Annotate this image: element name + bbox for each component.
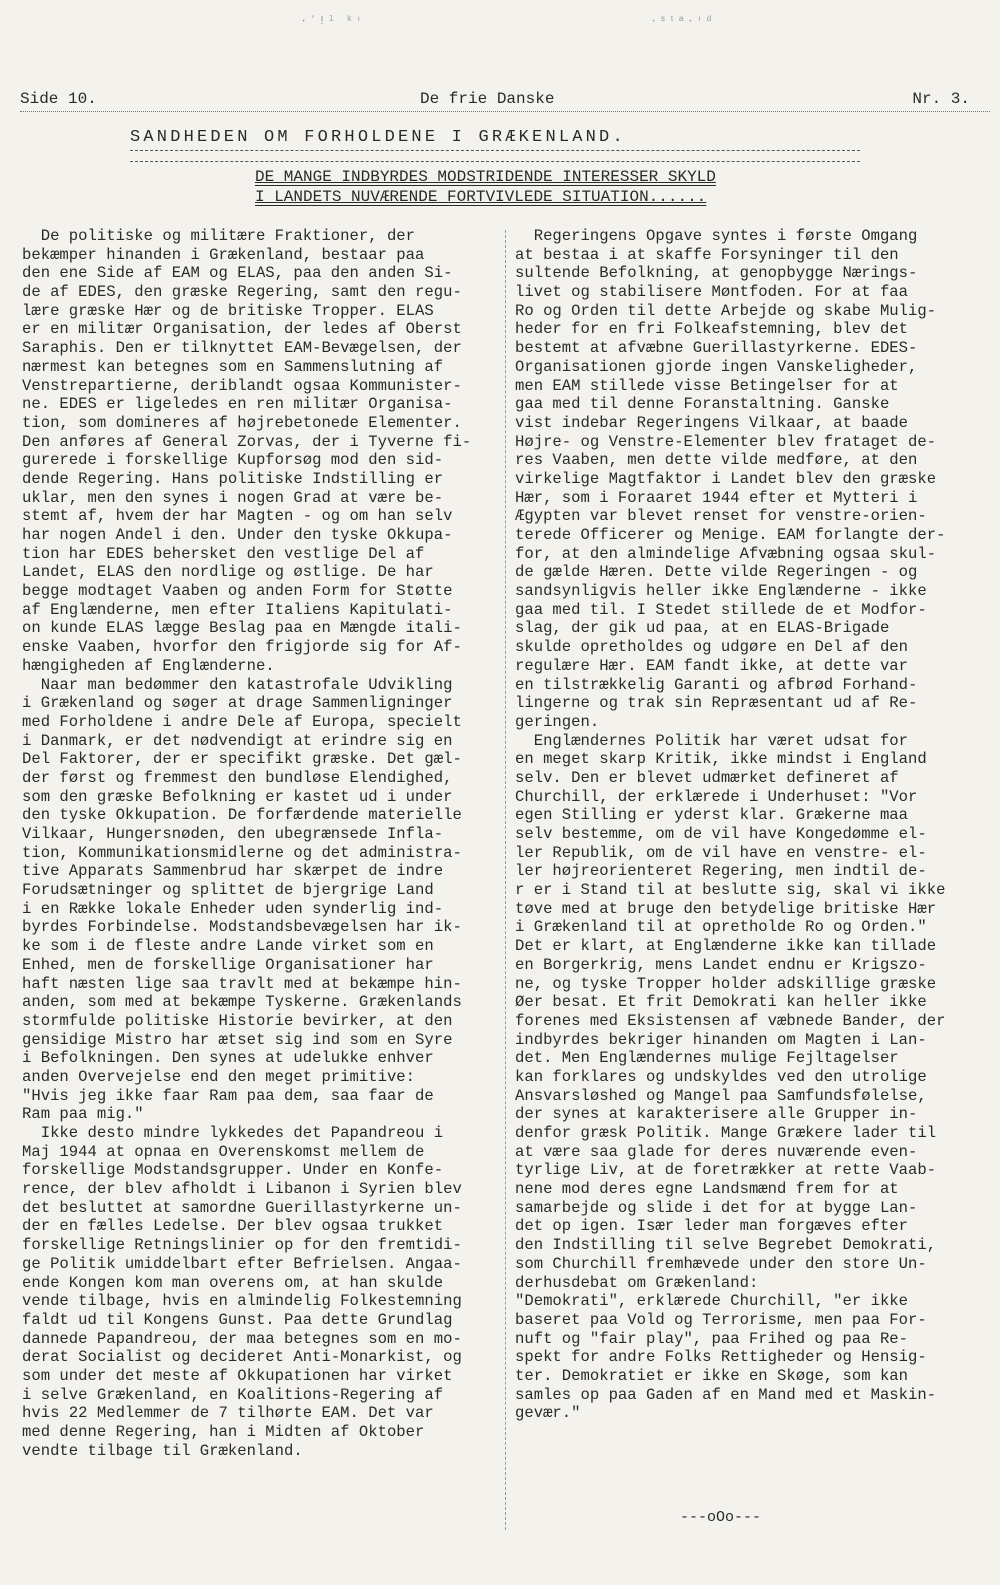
text-line: tyrlige Liv, at de foretrækker at rette Vaab- bbox=[515, 1161, 937, 1180]
text-line: ter. Demokratiet er ikke en Skøge, som kan bbox=[515, 1366, 909, 1385]
text-line: en meget skarp Kritik, ikke mindst i England bbox=[515, 750, 927, 769]
left-column bbox=[22, 227, 497, 1460]
text-line: nene mod deres egne Landsmænd frem for at bbox=[515, 1180, 899, 1199]
text-line: De politiske og militære Fraktioner, der bbox=[22, 227, 416, 245]
text-line: Vilkaar, Hungersnøden, den ubegrænsede Infla- bbox=[22, 825, 444, 843]
text-line: haft næsten lige saa travlt med at bekæmpe hin- bbox=[22, 974, 462, 993]
text-line: tion har EDES behersket den vestlige Del af bbox=[22, 544, 425, 563]
text-line: Landet, ELAS den nordlige og østlige. De har bbox=[22, 563, 434, 582]
text-line: for, at den almindelige Afvæbning ogsaa skul- bbox=[515, 544, 937, 563]
text-line: slag, der gik ud paa, at en ELAS-Brigade bbox=[515, 619, 890, 638]
text-line: som under det meste af Okkupationen har virket bbox=[22, 1366, 453, 1385]
text-line: forenes med Eksistensen af væbnede Bander, der bbox=[515, 1011, 946, 1030]
text-line: Ansvarsløshed og Mangel paa Samfundsfølelse, bbox=[515, 1086, 927, 1105]
text-line: regulære Hær. EAM fandt ikke, at dette var bbox=[515, 656, 909, 675]
text-line: faldt ud til Kongens Gunst. Paa dette Grundlag bbox=[22, 1310, 453, 1329]
text-line: ende Kongen kom man overens om, at han skulde bbox=[22, 1273, 444, 1292]
text-line: stemt af, hvem der har Magten - og om han selv bbox=[22, 507, 453, 526]
text-line: on kunde ELAS lægge Beslag paa en Mængde itali- bbox=[22, 619, 462, 638]
text-line: Ikke desto mindre lykkedes det Papandreou i bbox=[22, 1124, 444, 1142]
text-line: som den græske Befolkning er kastet ud i under bbox=[22, 787, 453, 806]
text-line: rence, der blev afholdt i Libanon i Syrien blev bbox=[22, 1180, 462, 1199]
text-line: der synes at karakterisere alle Grupper in- bbox=[515, 1105, 918, 1124]
text-line: som Churchill fremhævede under den store Un- bbox=[515, 1254, 927, 1273]
text-line: den tyske Okkupation. De forfærdende materielle bbox=[22, 806, 462, 825]
column-divider bbox=[505, 230, 506, 1530]
text-line: at være saa glade for deres nuværende even- bbox=[515, 1142, 918, 1161]
publication-title: De frie Danske bbox=[420, 90, 555, 108]
text-line: tøve med at bruge den betydelige britiske Hær bbox=[515, 899, 937, 918]
text-line: bestemt at afvæbne Guerillastyrkerne. EDES- bbox=[515, 339, 918, 358]
text-line: Øer besat. Et frit Demokrati kan heller ikke bbox=[515, 993, 927, 1012]
text-line: Venstrepartierne, deriblandt ogsaa Kommunister- bbox=[22, 376, 462, 395]
text-line: ne. EDES er ligeledes en ren militær Organisa- bbox=[22, 395, 453, 414]
text-line: Forudsætninger og splittet de bjergrige Land bbox=[22, 881, 434, 900]
text-line: heder for en fri Folkeafstemning, blev det bbox=[515, 320, 909, 339]
text-line: nærmest kan betegnes som en Sammenslutning af bbox=[22, 357, 444, 376]
text-line: r er i Stand til at beslutte sig, skal vi ikke bbox=[515, 881, 946, 900]
text-line: ke som i de fleste andre Lande virket som en bbox=[22, 937, 434, 956]
text-line: tion, Kommunikationsmidlerne og det administra- bbox=[22, 843, 462, 862]
text-line: ler højreorienteret Regering, men indtil de- bbox=[515, 862, 927, 881]
text-line: enske Vaaben, hvorfor den frigjorde sig for Af- bbox=[22, 638, 462, 657]
text-line: hvis 22 Medlemmer de 7 tilhørte EAM. Det var bbox=[22, 1404, 434, 1423]
text-line: Churchill, der erklærede i Underhuset: "Vor bbox=[515, 787, 918, 806]
text-line: nuft og "fair play", paa Frihed og paa Re- bbox=[515, 1329, 909, 1348]
text-line: i Grækenland til at opretholde Ro og Orden." bbox=[515, 918, 927, 937]
text-line: tive Apparats Sammenbrud har skærpet de indre bbox=[22, 862, 444, 881]
text-line: i selve Grækenland, en Koalitions-Regering af bbox=[22, 1385, 444, 1404]
text-line: anden, som med at bekæmpe Tyskerne. Grækenlands bbox=[22, 993, 462, 1012]
header-rule bbox=[20, 111, 990, 112]
text-line: derhusdebat om Grækenland: bbox=[515, 1273, 759, 1292]
text-line: det op igen. Især leder man forgæves efter bbox=[515, 1217, 909, 1236]
text-line: vendte tilbage til Grækenland. bbox=[22, 1441, 303, 1460]
text-line: det. Men Englændernes mulige Fejltagelser bbox=[515, 1049, 899, 1068]
text-line: egen Stilling er yderst klar. Grækerne maa bbox=[515, 806, 909, 825]
text-line: dannede Papandreou, der maa betegnes som en mo- bbox=[22, 1329, 462, 1348]
text-line: men EAM stillede visse Betingelser for at bbox=[515, 376, 899, 395]
headline-underline bbox=[130, 150, 860, 162]
text-line: Englændernes Politik har været udsat for bbox=[515, 731, 909, 750]
text-line: Regeringens Opgave syntes i første Omgang bbox=[515, 227, 918, 245]
text-line: samles op paa Gaden af en Mand med et Maskin- bbox=[515, 1385, 937, 1404]
text-line: lære græske Hær og de britiske Tropper. ELAS bbox=[22, 301, 434, 320]
text-line: ge Politik umiddelbart efter Befrielsen. Angaa- bbox=[22, 1254, 462, 1273]
faint-stamp-mark: ·ʼ!ˡ ᵏᶦ bbox=[300, 14, 365, 28]
text-line: Ram paa mig." bbox=[22, 1105, 144, 1124]
text-line: Del Faktorer, der er specifikt græske. Det gæl- bbox=[22, 750, 462, 769]
text-line: bekæmper hinanden i Grækenland, bestaar paa bbox=[22, 245, 425, 264]
text-line: denfor græsk Politik. Mange Grækere lader til bbox=[515, 1124, 937, 1142]
text-line: virkelige Magtfaktor i Landet blev den græske bbox=[515, 469, 937, 488]
text-line: Ro og Orden til dette Arbejde og skabe Mulig- bbox=[515, 301, 937, 320]
text-line: skulde opretholdes og udgøre en Del af den bbox=[515, 638, 909, 657]
text-line: gaa med til. I Stedet stillede de et Modfor- bbox=[515, 600, 927, 619]
text-line: der først og fremmest den bundløse Elendighed, bbox=[22, 768, 453, 787]
text-line: den ene Side af EAM og ELAS, paa den anden Si- bbox=[22, 264, 453, 283]
article-headline: SANDHEDEN OM FORHOLDENE I GRÆKENLAND. bbox=[130, 128, 626, 147]
text-line: selv bestemme, om de vil have Kongedømme el- bbox=[515, 825, 927, 843]
text-line: tion, som domineres af højrebetonede Elementer. bbox=[22, 413, 462, 432]
text-line: derat Socialist og decideret Anti-Monarkist, og bbox=[22, 1348, 462, 1367]
text-line: stormfulde politiske Historie bevirker, at den bbox=[22, 1011, 453, 1030]
text-line: det besluttet at samordne Guerillastyrkerne un- bbox=[22, 1198, 462, 1217]
text-line: samarbejde og slide i det for at bygge Lan- bbox=[515, 1198, 918, 1217]
text-line: forskellige Retningslinier op for den fremtidi- bbox=[22, 1236, 462, 1255]
text-line: indbyrdes bekriger hinanden om Magten i Lan- bbox=[515, 1030, 927, 1049]
text-line: vist indebar Regeringens Vilkaar, at baade bbox=[515, 413, 909, 432]
text-line: livet og stabilisere Møntfoden. For at faa bbox=[515, 283, 909, 302]
page-header bbox=[20, 90, 980, 112]
text-line: uklar, men den synes i nogen Grad at være be- bbox=[22, 488, 444, 507]
text-line: hængigheden af Englænderne. bbox=[22, 656, 275, 675]
text-line: Organisationen gjorde ingen Vanskeligheder, bbox=[515, 357, 918, 376]
text-line: res Vaaben, men dette vilde medføre, at den bbox=[515, 451, 918, 470]
text-line: ler Republik, om de vil have en venstre- el- bbox=[515, 843, 927, 862]
text-line: har nogen Andel i den. Under den tyske Okkupa- bbox=[22, 526, 453, 544]
text-line: den Indstilling til selve Begrebet Demokrati, bbox=[515, 1236, 937, 1255]
text-line: vende tilbage, hvis en almindelig Folkestemning bbox=[22, 1292, 462, 1311]
text-line: Saraphis. Den er tilknyttet EAM-Bevægelsen, der bbox=[22, 339, 462, 358]
text-line: gensidige Mistro har ætset sig ind som en Syre bbox=[22, 1030, 453, 1049]
text-line: dende Regering. Hans politiske Indstilling er bbox=[22, 469, 444, 488]
text-line: gaa med til denne Foranstaltning. Ganske bbox=[515, 395, 890, 414]
text-line: af Englænderne, men efter Italiens Kapitulati- bbox=[22, 600, 453, 619]
text-line: gurerede i forskellige Kupforsøg mod den sid- bbox=[22, 451, 444, 470]
page-number: Side 10. bbox=[20, 90, 97, 108]
text-line: med denne Regering, han i Midten af Oktober bbox=[22, 1423, 425, 1441]
issue-number: Nr. 3. bbox=[912, 90, 970, 108]
text-line: med Forholdene i andre Dele af Europa, specielt bbox=[22, 712, 462, 731]
text-line: Enhed, men de forskellige Organisationer har bbox=[22, 955, 434, 974]
text-line: Ægypten var blevet renset for venstre-orien- bbox=[515, 507, 927, 526]
text-line: Maj 1944 at opnaa en Overenskomst mellem de bbox=[22, 1142, 425, 1161]
text-line: "Demokrati", erklærede Churchill, "er ikke bbox=[515, 1292, 909, 1311]
end-mark: ---oOo--- bbox=[680, 1509, 762, 1526]
text-line: terede Officerer og Menige. EAM forlangte der- bbox=[515, 526, 946, 544]
text-line: de gælde Hæren. Dette vilde Regeringen - og bbox=[515, 563, 918, 582]
text-line: Naar man bedømmer den katastrofale Udvikling bbox=[22, 675, 453, 694]
text-line: Højre- og Venstre-Elementer blev frataget de- bbox=[515, 432, 937, 451]
text-line: gevær." bbox=[515, 1404, 581, 1423]
text-line: selv. Den er blevet udmærket defineret af bbox=[515, 768, 899, 787]
text-line: at bestaa i at skaffe Forsyninger til den bbox=[515, 245, 899, 264]
text-line: kan forklares og undskyldes ved den utrolige bbox=[515, 1067, 927, 1086]
text-line: Hær, som i Foraaret 1944 efter et Mytteri i bbox=[515, 488, 918, 507]
text-line: anden Overvejelse end den meget primitive: bbox=[22, 1067, 416, 1086]
text-line: i en Række lokale Enheder uden synderlig ind- bbox=[22, 899, 444, 918]
text-line: Det er klart, at Englænderne ikke kan tillade bbox=[515, 937, 937, 956]
text-line: ne, og tyske Tropper holder adskillige græske bbox=[515, 974, 937, 993]
text-line: lingerne og trak sin Repræsentant ud af Re- bbox=[515, 694, 918, 713]
text-line: sandsynligvis heller ikke Englænderne - ikke bbox=[515, 582, 927, 601]
text-line: forskellige Modstandsgrupper. Under en Konfe- bbox=[22, 1161, 444, 1180]
faint-stamp-mark: ·ˢᵗᵃ·ᶦᵈ bbox=[650, 14, 715, 28]
article-subheading: DE MANGE INDBYRDES MODSTRIDENDE INTERESSER SKYLD bbox=[255, 168, 716, 186]
text-line: de af EDES, den græske Regering, samt den regu- bbox=[22, 283, 462, 302]
right-column bbox=[515, 227, 990, 1423]
text-line: en tilstrækkelig Garanti og afbrød Forhand- bbox=[515, 675, 918, 694]
text-line: geringen. bbox=[515, 712, 600, 731]
text-line: begge modtaget Vaaben og anden Form for Støtte bbox=[22, 582, 453, 601]
text-line: spekt for andre Folks Rettigheder og Hensig- bbox=[515, 1348, 927, 1367]
text-line: Den anføres af General Zorvas, der i Tyverne fi- bbox=[22, 432, 472, 451]
text-line: "Hvis jeg ikke faar Ram paa dem, saa faar de bbox=[22, 1086, 434, 1105]
text-line: byrdes Forbindelse. Modstandsbevægelsen har ik- bbox=[22, 918, 462, 937]
text-line: er en militær Organisation, der ledes af Oberst bbox=[22, 320, 462, 339]
text-line: i Befolkningen. Den synes at udelukke enhver bbox=[22, 1049, 434, 1068]
text-line: i Grækenland og søger at drage Sammenligninger bbox=[22, 694, 453, 713]
text-line: sultende Befolkning, at genopbygge Nærings- bbox=[515, 264, 918, 283]
text-line: baseret paa Vold og Terrorisme, men paa For- bbox=[515, 1310, 927, 1329]
text-line: en Borgerkrig, mens Landet endnu er Krigszo- bbox=[515, 955, 927, 974]
article-subheading: I LANDETS NUVÆRENDE FORTVIVLEDE SITUATION...... bbox=[255, 188, 707, 206]
text-line: der en fælles Ledelse. Der blev ogsaa trukket bbox=[22, 1217, 444, 1236]
text-line: i Danmark, er det nødvendigt at erindre sig en bbox=[22, 731, 453, 750]
